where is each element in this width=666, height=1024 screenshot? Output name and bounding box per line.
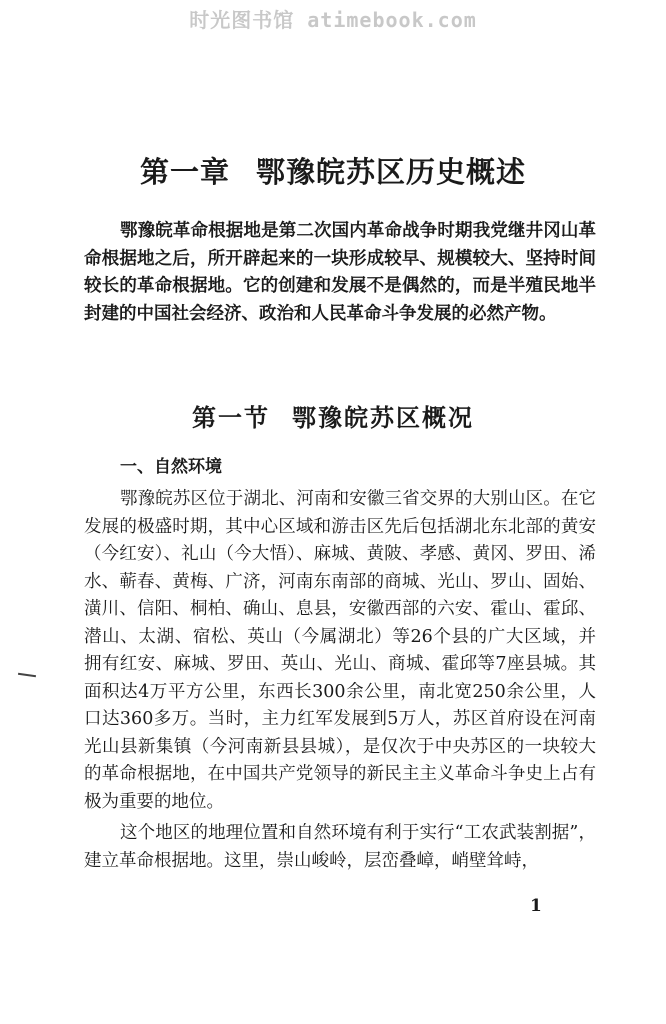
body-paragraph: 这个地区的地理位置和自然环境有利于实行“工农武装割据”，建立革命根据地。这里，崇山峻岭，层峦叠嶂，峭壁耸峙， xyxy=(84,823,596,871)
section-title-text: 鄂豫皖苏区概况 xyxy=(292,403,474,432)
chapter-number: 第一章 xyxy=(139,155,230,189)
chapter-title xyxy=(0,150,666,191)
watermark: 时光图书馆 atimebook.com xyxy=(189,8,477,32)
body-paragraph: 鄂豫皖苏区位于湖北、河南和安徽三省交界的大别山区。在它发展的极盛时期，其中心区域和游击区先后包括湖北东北部的黄安（今红安）、礼山（今大悟）、麻城、黄陂、孝感、黄冈、罗田、浠水、蕲春、黄梅、广济，河南东南部的商城、光山、罗山、固始、潢川、信阳、桐柏、确山、息县，安徽西部的六安、霍山、霍邱、潜山、太湖、宿松、英山（今属湖北）等26个县的广大区域，并拥有红安、麻城、罗田、英山、光山、商城、霍邱等7座县城。其面积达4万平方公里，东西长300余公里，南北宽250余公里，人口达360多万。当时，主力红军发展到5万人，苏区首府设在河南光山县新集镇（今河南新县县城），是仅次于中央苏区的一块较大的革命根据地，在中国共产党领导的新民主主义革命斗争史上占有极为重要的地位。 xyxy=(84,489,596,812)
margin-mark xyxy=(18,673,36,677)
subsection-heading: 一、自然环境 xyxy=(120,457,222,477)
section-number: 第一节 xyxy=(192,403,270,432)
page-number: 1 xyxy=(530,896,542,916)
chapter-title-text: 鄂豫皖苏区历史概述 xyxy=(256,155,527,189)
intro-paragraph: 鄂豫皖革命根据地是第二次国内革命战争时期我党继井冈山革命根据地之后，所开辟起来的一块形成较早、规模较大、坚持时间较长的革命根据地。它的创建和发展不是偶然的，而是半殖民地半封建的中国社会经济、政治和人民革命斗争发展的必然产物。 xyxy=(84,221,596,324)
section-title xyxy=(0,398,666,433)
